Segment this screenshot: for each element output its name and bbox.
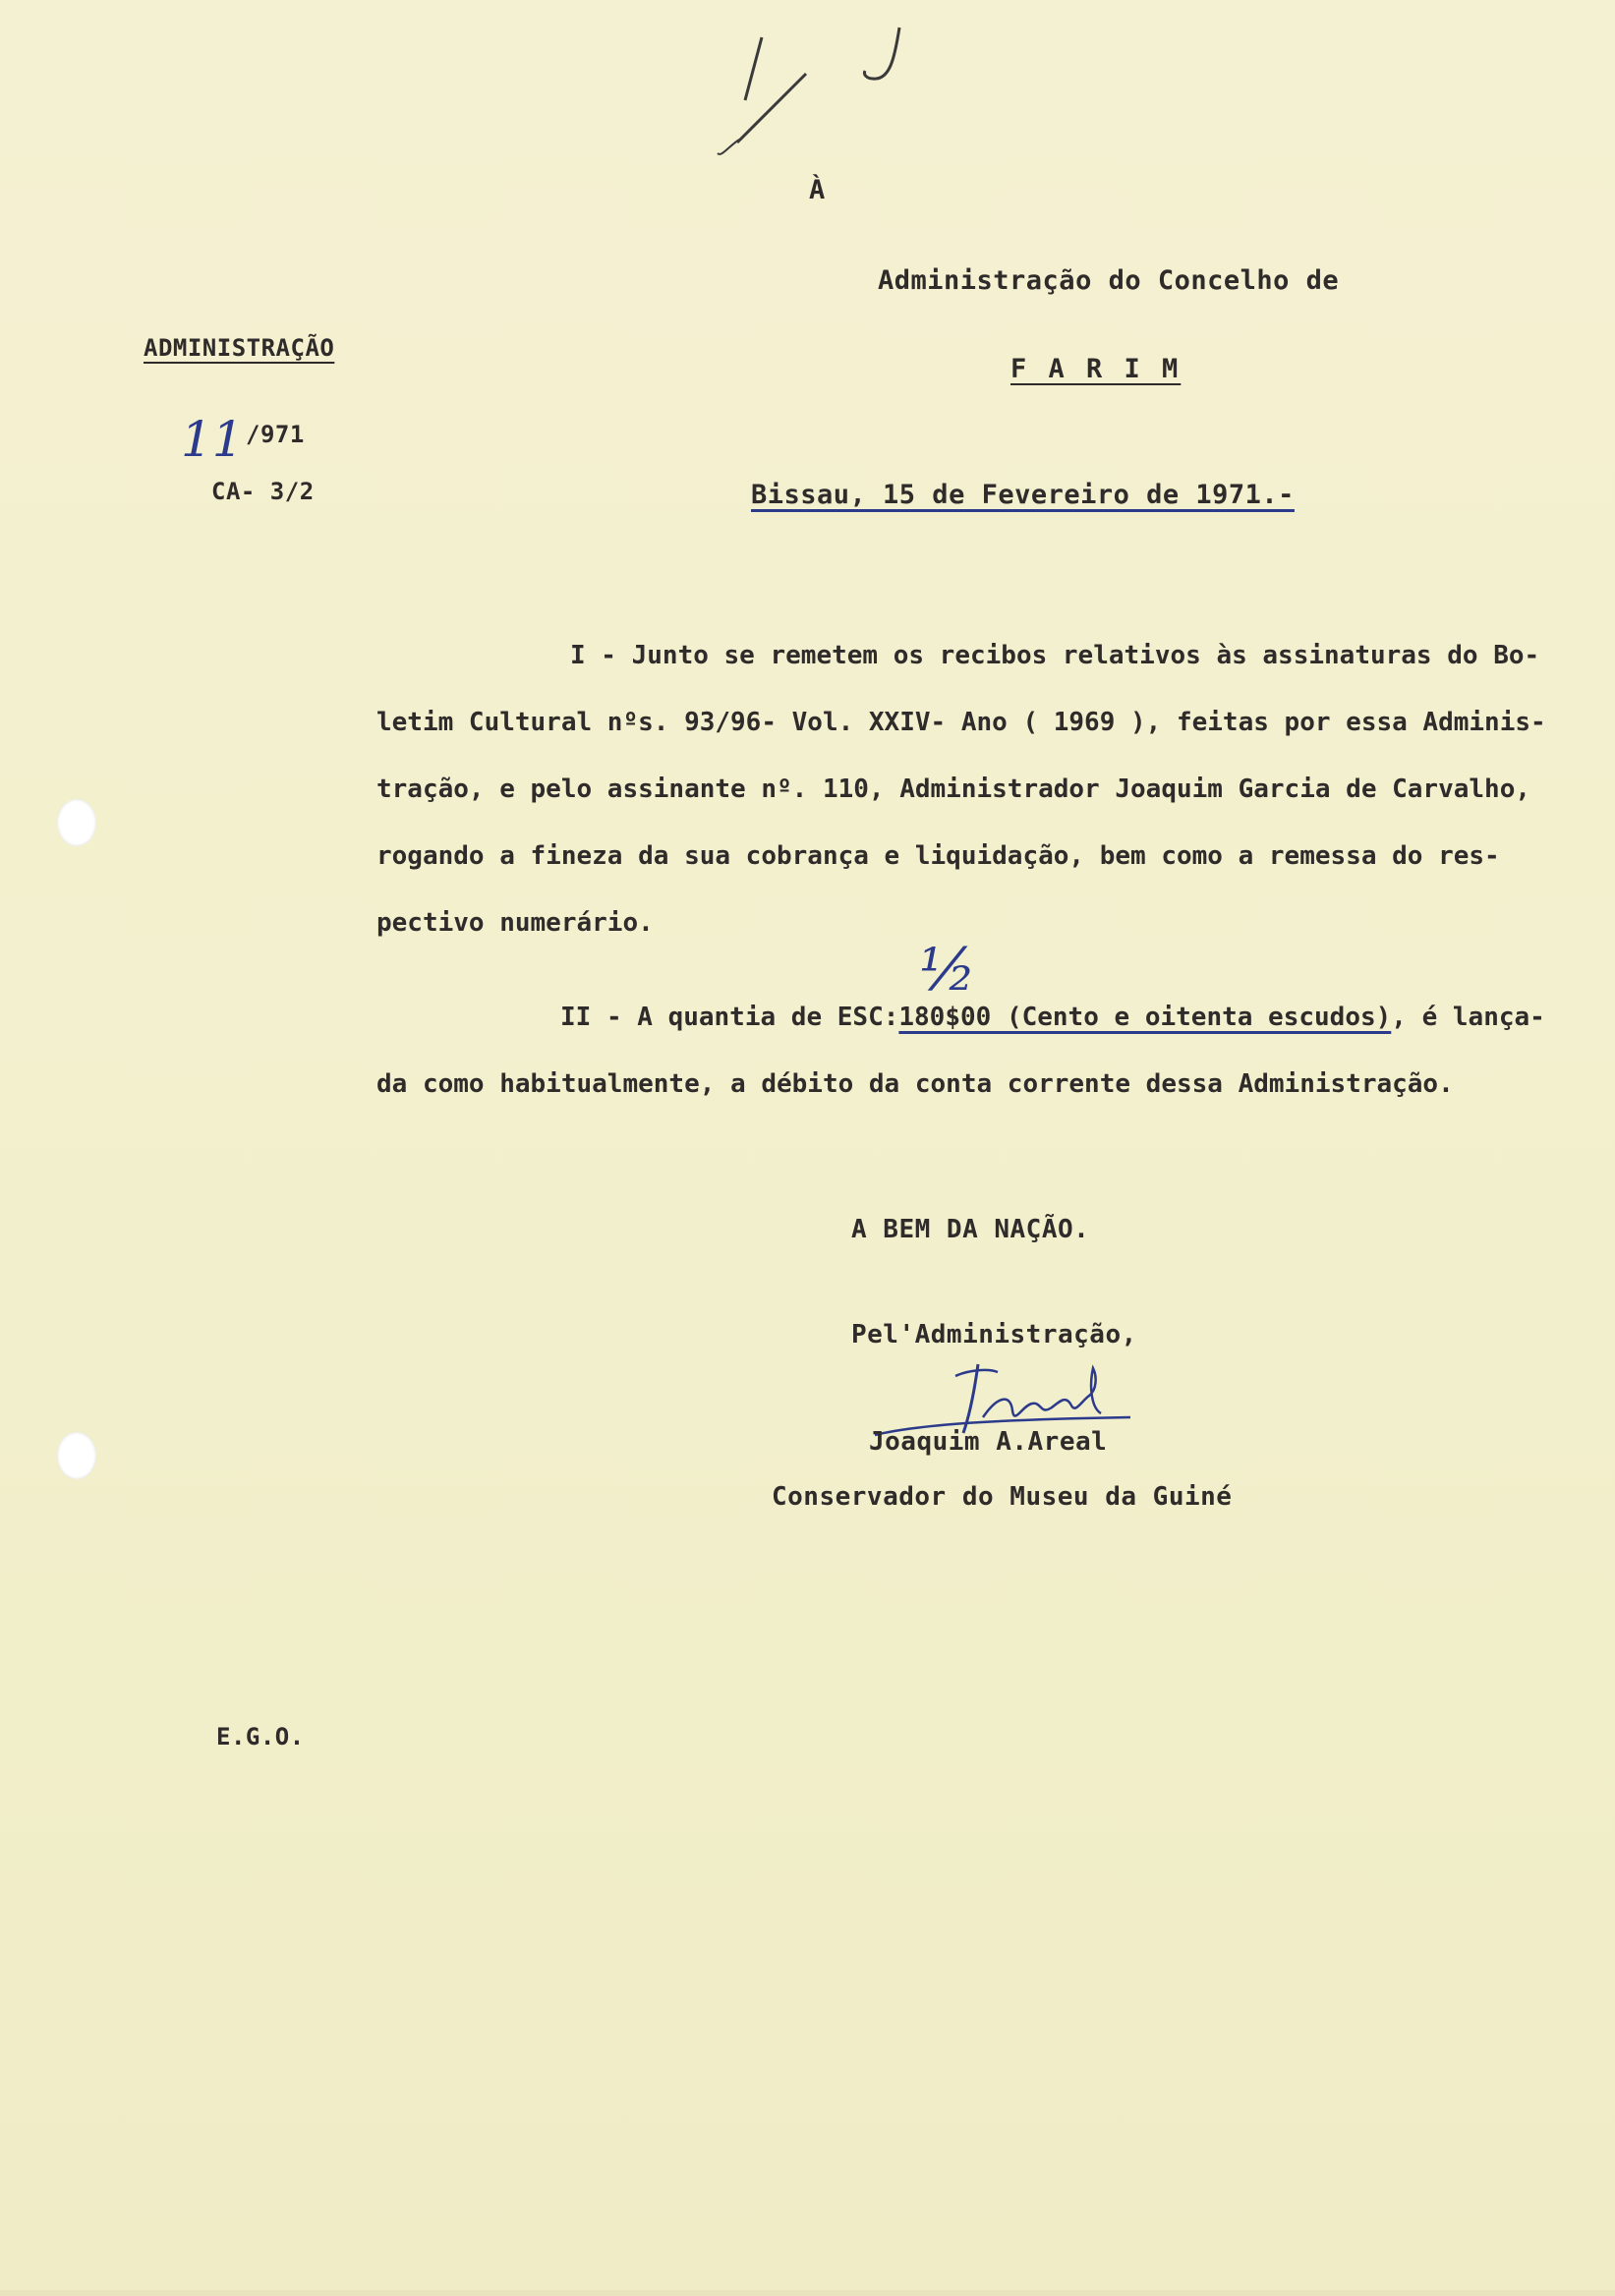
date-line: [751, 480, 1295, 510]
paragraph-2-suffix: , é lança-: [1391, 1003, 1545, 1032]
addressee-line1: Administração do Concelho de: [878, 265, 1340, 296]
pen-check-marks: [698, 20, 914, 157]
paragraph-1-line-1: I - Junto se remetem os recibos relativos às assinaturas do Bo-: [570, 641, 1540, 670]
reference-code: CA- 3/2: [211, 478, 315, 505]
date-text: Bissau, 15 de Fevereiro de 1971.-: [751, 480, 1295, 510]
paragraph-1-line-3: tração, e pelo assinante nº. 110, Administrador Joaquim Garcia de Carvalho,: [376, 775, 1530, 804]
paragraph-1-line-4: rogando a fineza da sua cobrança e liquidação, bem como a remessa do res-: [376, 841, 1500, 871]
closing-title: Conservador do Museu da Guiné: [772, 1482, 1233, 1512]
paragraph-2-line-1: [560, 1003, 1545, 1032]
paragraph-2-amount: 180$00 (Cento e oitenta escudos): [898, 1003, 1392, 1032]
addressee-line2: F A R I M: [1010, 354, 1182, 384]
punch-hole-lower: [57, 1432, 96, 1479]
amount-handwritten-mark: ½: [919, 936, 977, 1004]
paragraph-1-line-5: pectivo numerário.: [376, 908, 654, 938]
reference-number-handwritten: 11: [181, 411, 244, 468]
typist-initials: E.G.O.: [216, 1723, 305, 1751]
paragraph-2-prefix: II - A quantia de ESC:: [560, 1003, 899, 1032]
addressee-prefix: À: [809, 175, 826, 205]
paragraph-2-line-2: da como habitualmente, a débito da conta corrente dessa Administração.: [376, 1069, 1454, 1099]
paragraph-1-line-2: letim Cultural nºs. 93/96- Vol. XXIV- Ano ( 1969 ), feitas por essa Adminis-: [376, 708, 1546, 737]
closing-on-behalf: Pel'Administração,: [851, 1320, 1137, 1349]
paper-edge: [0, 2290, 1615, 2296]
punch-hole-upper: [57, 799, 96, 846]
closing-signatory: Joaquim A.Areal: [869, 1427, 1108, 1457]
closing-salutation: A BEM DA NAÇÃO.: [851, 1215, 1090, 1244]
reference-department: ADMINISTRAÇÃO: [144, 334, 335, 362]
reference-year: /971: [246, 421, 305, 448]
